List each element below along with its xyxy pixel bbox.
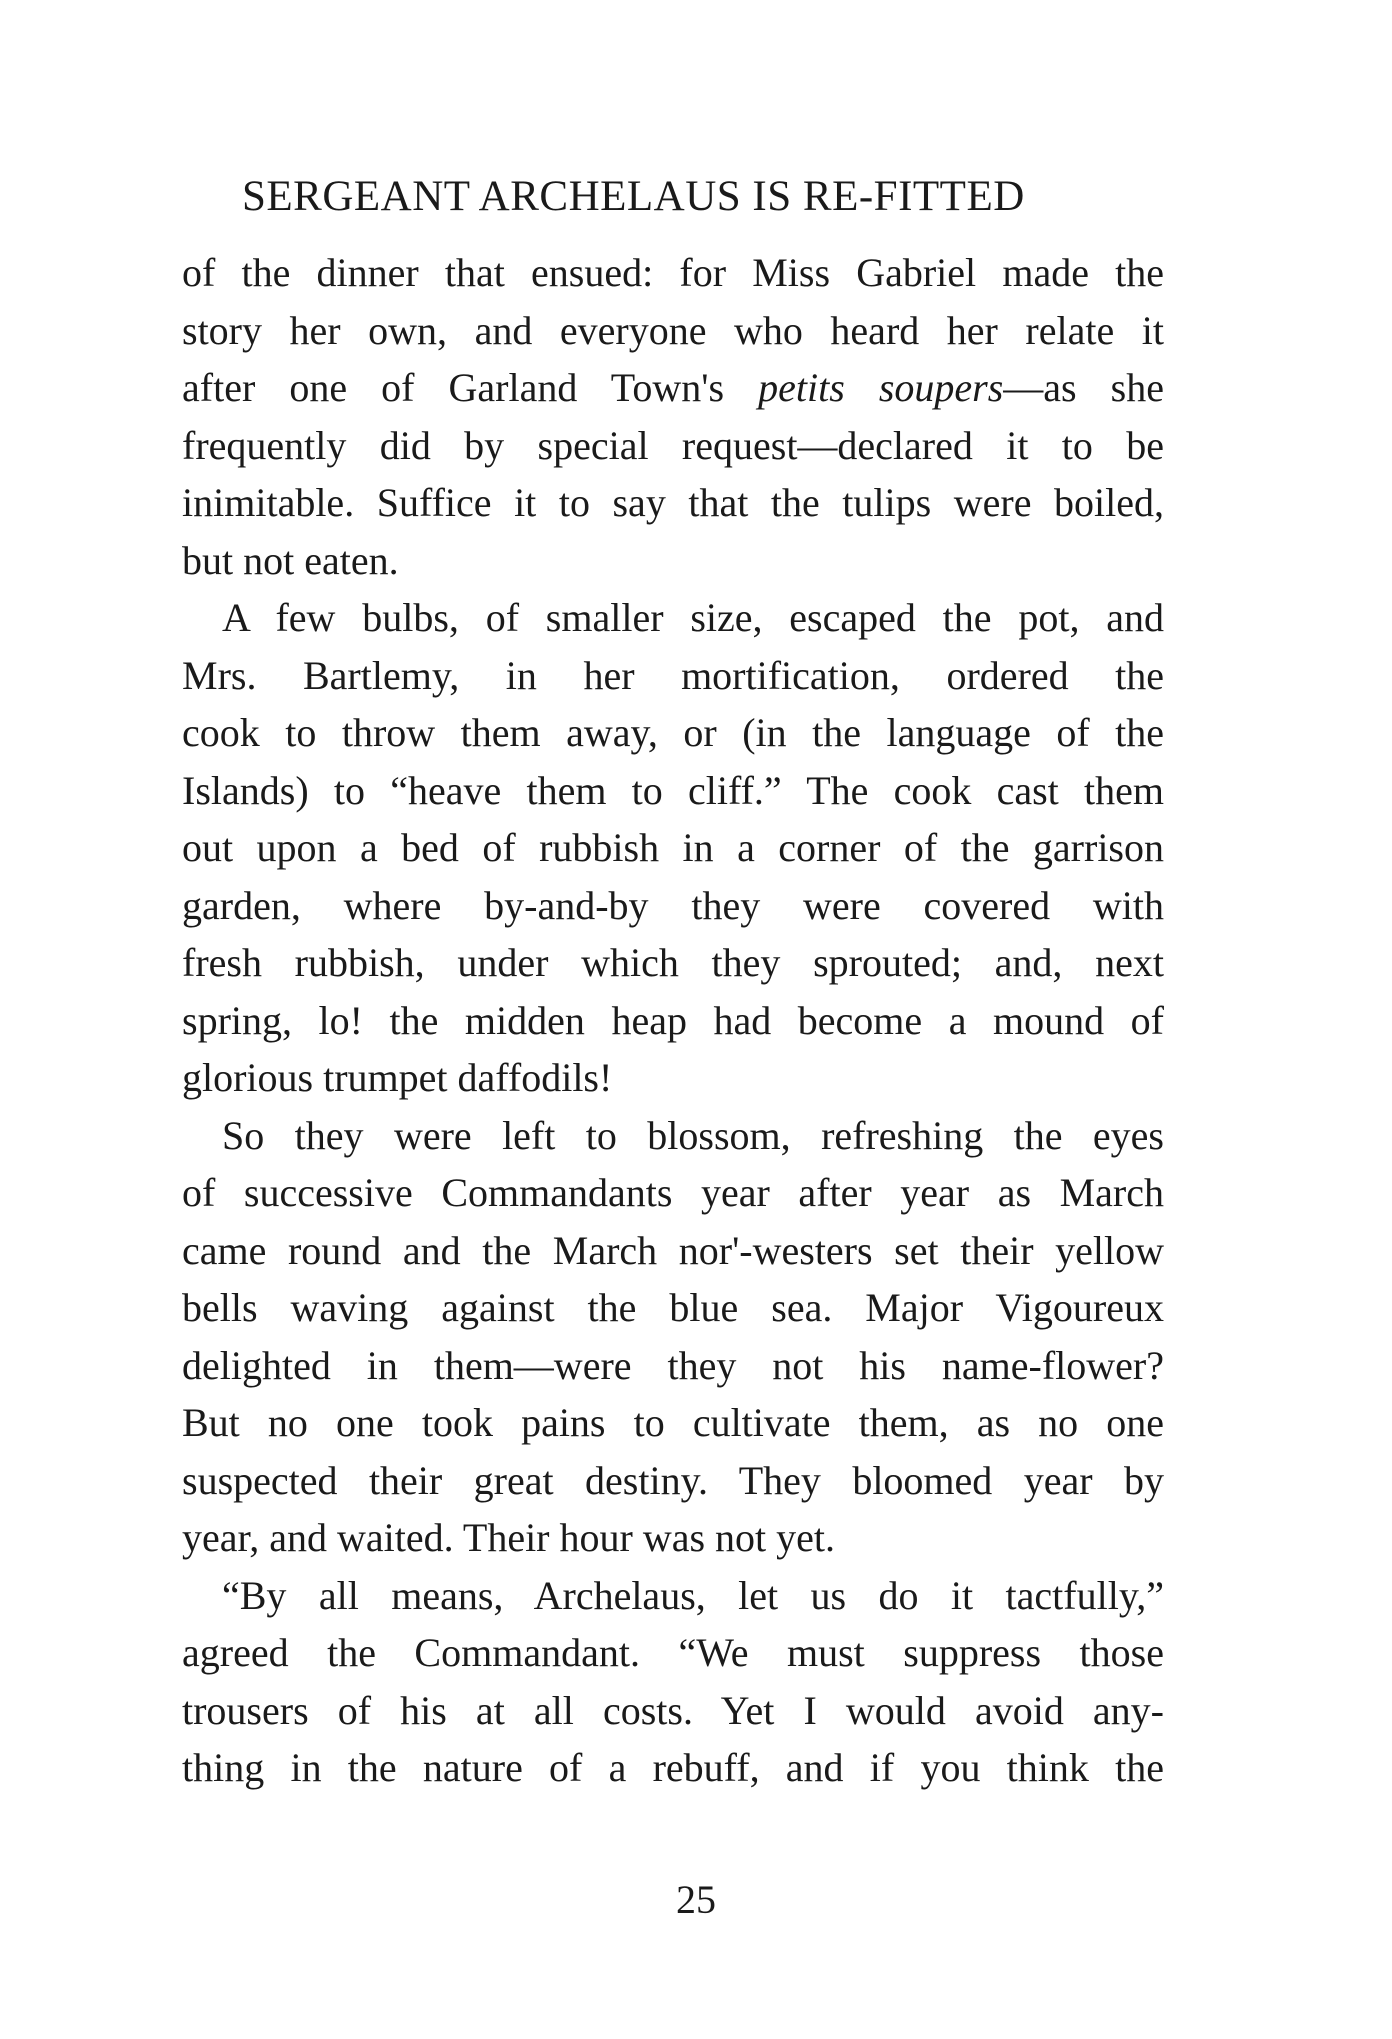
- text-line: inimitable. Suffice it to say that the tulips were boiled,: [182, 480, 1164, 525]
- text-line: “By all means, Archelaus, let us do it tactfully,”: [222, 1572, 1164, 1618]
- text-line: story her own, and everyone who heard her relate it: [182, 307, 1164, 353]
- text-line: garden, where by-and-by they were covered with: [182, 882, 1164, 928]
- text-line: delighted in them—were they not his name-flower?: [182, 1342, 1164, 1388]
- text-line: of successive Commandants year after year as March: [182, 1170, 1164, 1215]
- text-line: but not eaten.: [182, 537, 399, 583]
- text-line: out upon a bed of rubbish in a corner of the garrison: [182, 825, 1164, 870]
- text-line: thing in the nature of a rebuff, and if you think the: [182, 1745, 1164, 1790]
- paragraph: [182, 589, 1164, 1107]
- text-line: But no one took pains to cultivate them, as no one: [182, 1400, 1164, 1445]
- text-line: frequently did by special request—declared it to be: [182, 422, 1164, 468]
- text-line: Islands) to “heave them to cliff.” The cook cast them: [182, 767, 1164, 813]
- text-line: A few bulbs, of smaller size, escaped the pot, and: [222, 595, 1164, 640]
- text-line: suspected their great destiny. They bloomed year by: [182, 1457, 1164, 1503]
- body-text: [182, 244, 1164, 1797]
- text-line: of the dinner that ensued: for Miss Gabriel made the: [182, 250, 1164, 295]
- text-line: agreed the Commandant. “We must suppress those: [182, 1630, 1164, 1675]
- text-line: spring, lo! the midden heap had become a mound of: [182, 997, 1164, 1043]
- text-line: glorious trumpet daffodils!: [182, 1055, 613, 1100]
- text-line: bells waving against the blue sea. Major Vigoureux: [182, 1285, 1164, 1330]
- text-line: cook to throw them away, or (in the language of the: [182, 710, 1164, 755]
- text-line: year, and waited. Their hour was not yet.: [182, 1515, 836, 1560]
- paragraph: [182, 1107, 1164, 1567]
- text-line: fresh rubbish, under which they sprouted; and, next: [182, 940, 1164, 985]
- paragraph: [182, 1567, 1164, 1797]
- text-line: after one of Garland Town's petits soupers—as she: [182, 365, 1164, 410]
- text-line: Mrs. Bartlemy, in her mortification, ordered the: [182, 652, 1164, 698]
- page-number: 25: [676, 1877, 716, 1922]
- text-line: So they were left to blossom, refreshing the eyes: [222, 1112, 1164, 1158]
- running-head: SERGEANT ARCHELAUS IS RE-FITTED: [242, 173, 1025, 220]
- text-line: came round and the March nor'-westers set their yellow: [182, 1227, 1164, 1273]
- text-line: trousers of his at all costs. Yet I would avoid any-: [182, 1687, 1164, 1733]
- paragraph: [182, 244, 1164, 589]
